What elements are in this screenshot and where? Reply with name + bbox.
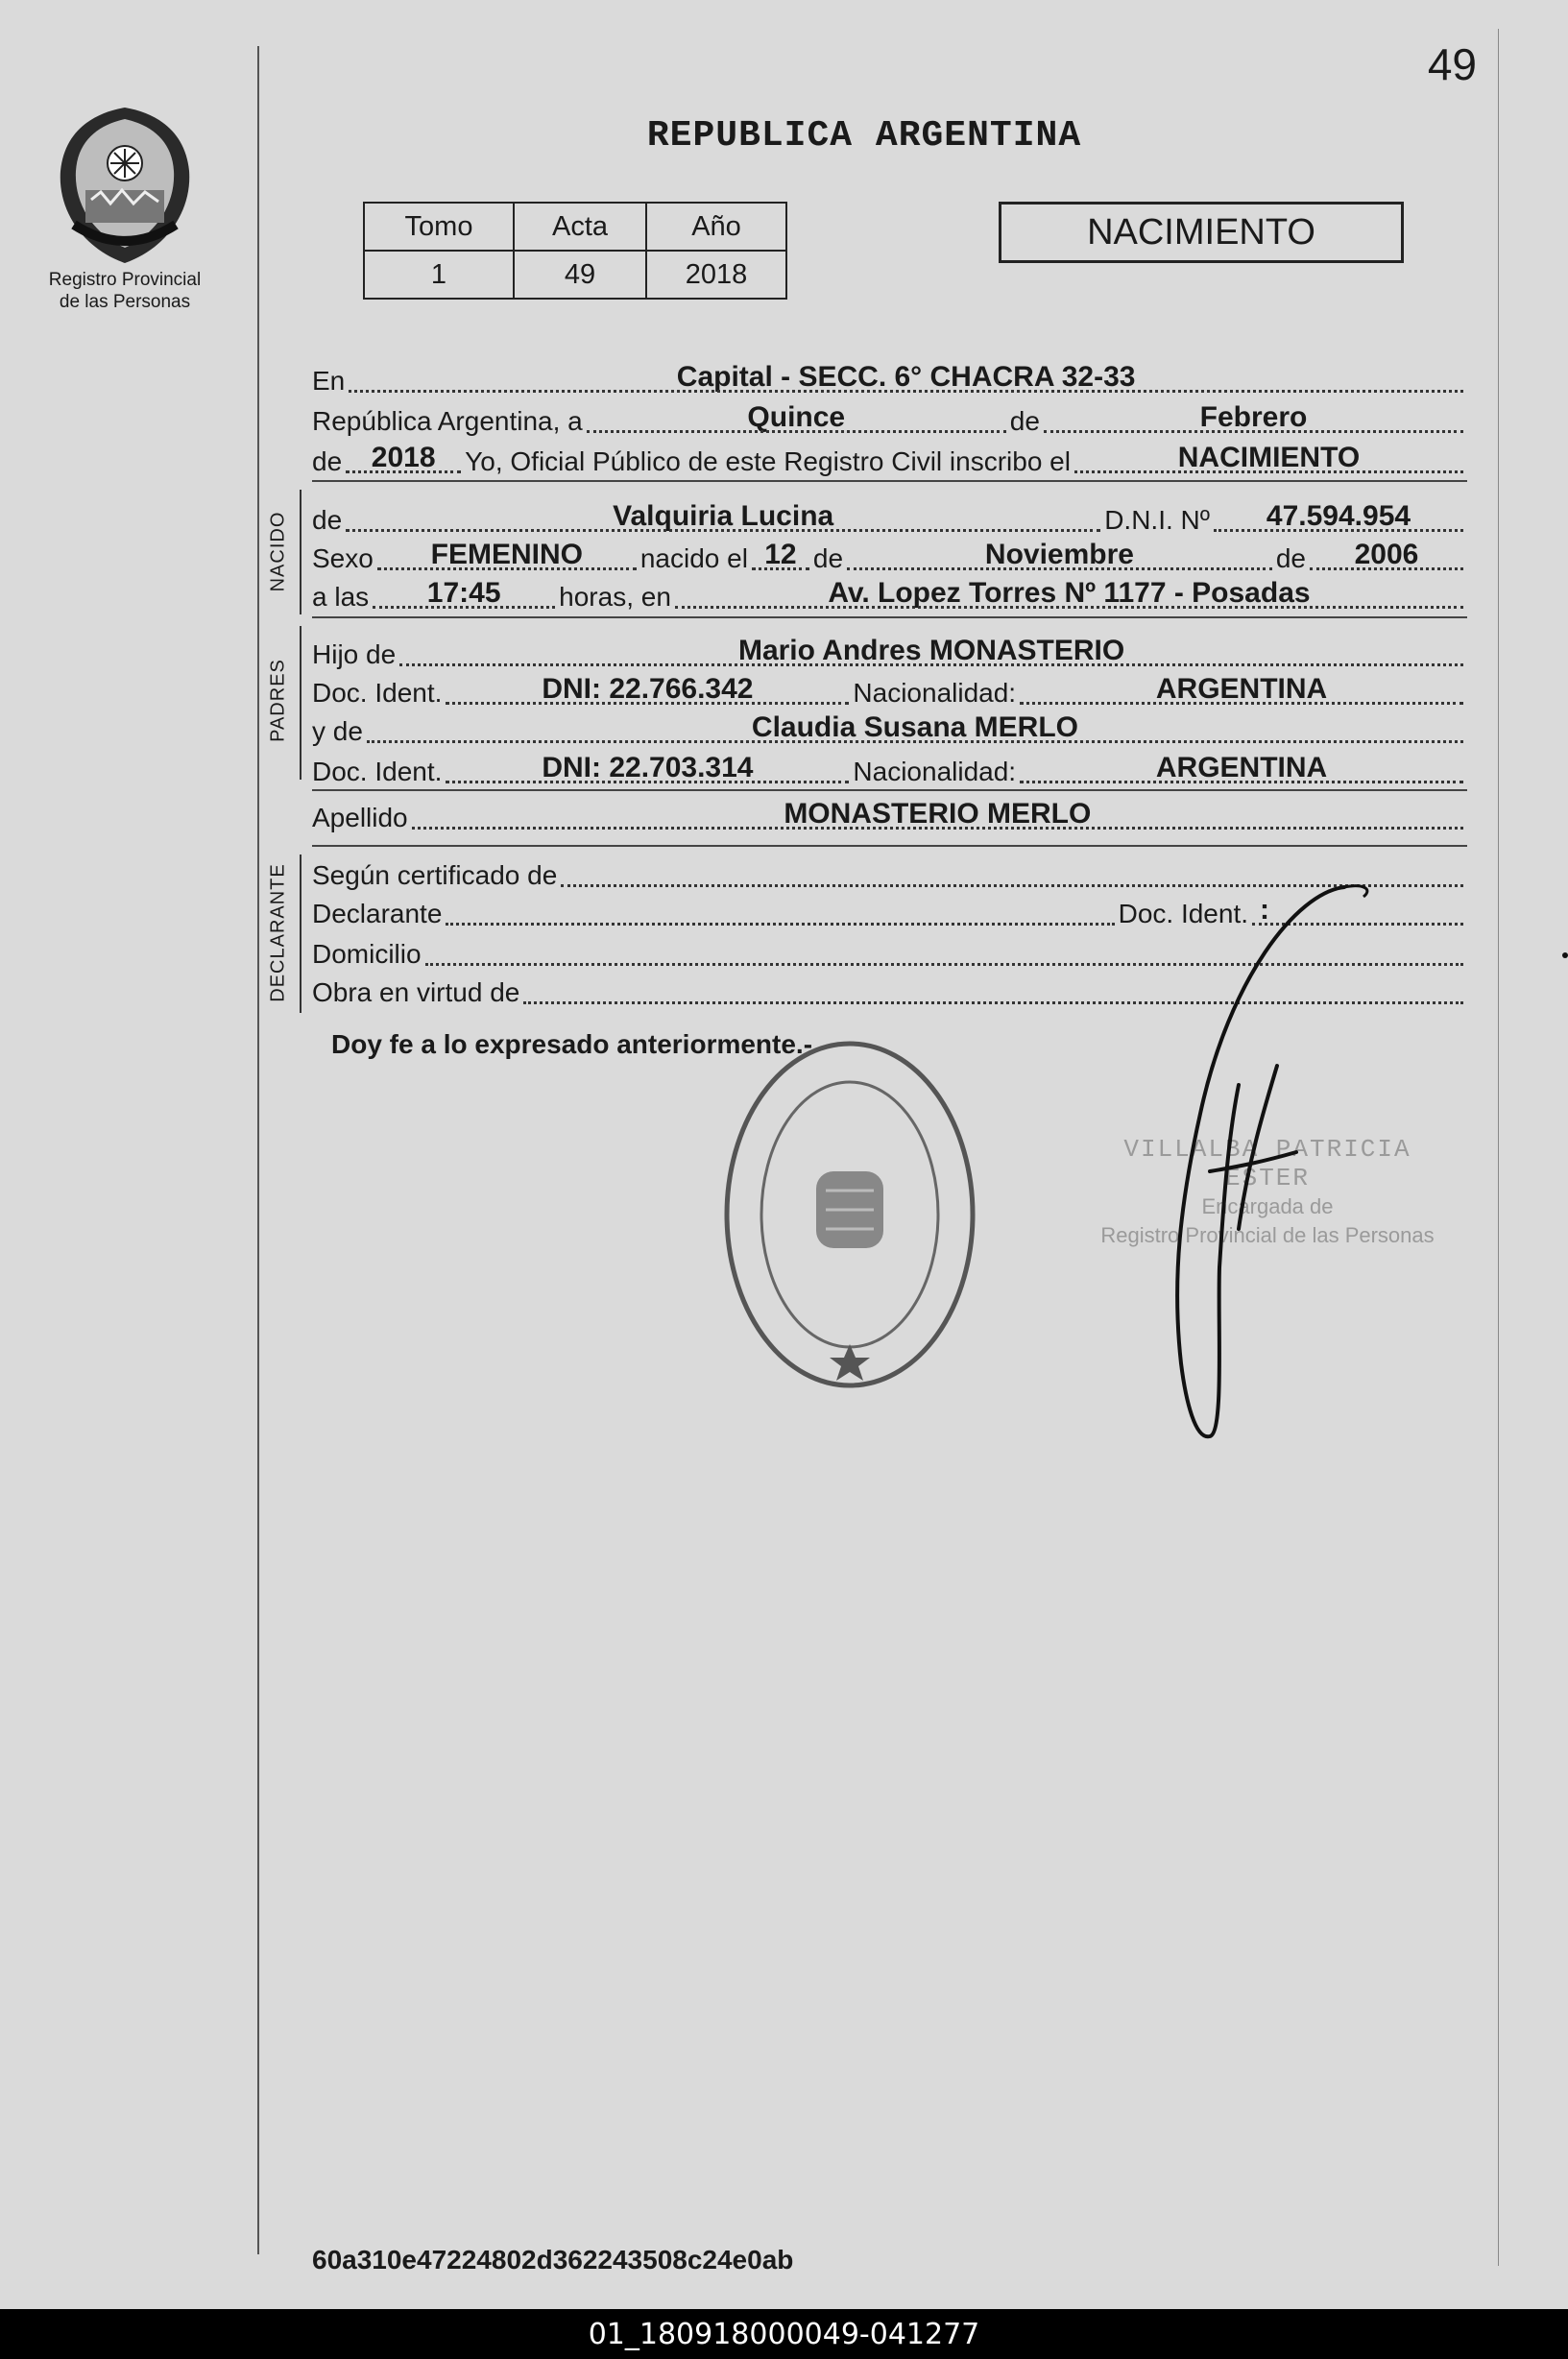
header-acta: Acta <box>514 203 646 251</box>
value-surname: MONASTERIO MERLO <box>784 798 1092 830</box>
row-nacido-name <box>312 499 1467 536</box>
label-nacido-el: nacido el <box>639 543 748 573</box>
label-a-las: a las <box>312 582 370 612</box>
value-anio: 2018 <box>646 251 786 299</box>
divider <box>312 789 1467 791</box>
section-bar-nacido <box>300 490 302 614</box>
record-type-box: NACIMIENTO <box>999 202 1404 263</box>
label-domicilio: Domicilio <box>312 939 422 969</box>
row-mother-doc <box>312 751 1467 787</box>
label-obra: Obra en virtud de <box>312 977 520 1007</box>
file-id-bar: 01_180918000049-041277 <box>0 2309 1568 2359</box>
row-year-inscribo <box>312 441 1467 477</box>
value-child-name: Valquiria Lucina <box>613 500 834 532</box>
value-year: 2018 <box>371 442 436 473</box>
document-hash: 60a310e47224802d362243508c24e0ab <box>312 2245 794 2275</box>
label-oficial: Yo, Oficial Público de este Registro Civil inscribo el <box>465 446 1071 476</box>
divider <box>312 480 1467 482</box>
official-stamp-icon <box>720 1037 979 1392</box>
value-mother-name: Claudia Susana MERLO <box>751 711 1078 743</box>
value-day: Quince <box>747 401 846 433</box>
value-birth-place: Av. Lopez Torres Nº 1177 - Posadas <box>828 577 1311 609</box>
value-month: Febrero <box>1199 401 1308 433</box>
section-bar-declarante <box>300 855 302 1013</box>
label-nacionalidad: Nacionalidad: <box>853 678 1017 708</box>
label-doc-ident: Doc. Ident. <box>312 678 443 708</box>
row-hijo-de <box>312 634 1467 670</box>
record-table <box>363 202 787 300</box>
value-tomo: 1 <box>364 251 514 299</box>
record-table-header-row <box>364 203 786 251</box>
label-doc-ident: Doc. Ident. <box>312 757 443 786</box>
divider <box>312 845 1467 847</box>
value-mother-nationality: ARGENTINA <box>1155 752 1328 783</box>
value-declarante-doc: : <box>1260 894 1269 926</box>
label-hijo-de: Hijo de <box>312 639 397 669</box>
label-de-name: de <box>312 505 343 535</box>
row-en <box>312 360 1467 397</box>
value-mother-doc: DNI: 22.703.314 <box>542 752 754 783</box>
label-de-yearb: de <box>1275 543 1306 573</box>
logo-caption: Registro Provincial de las Personas <box>48 270 202 312</box>
misiones-coat-of-arms-icon <box>53 104 197 267</box>
official-office: Registro Provincial de las Personas <box>1100 1223 1435 1247</box>
official-name: VILLALBA PATRICIA ESTER <box>1123 1135 1411 1192</box>
label-en: En <box>312 366 346 396</box>
value-place-registry: Capital - SECC. 6° CHACRA 32-33 <box>676 361 1136 393</box>
header-anio: Año <box>646 203 786 251</box>
label-certificado: Según certificado de <box>312 860 558 890</box>
value-father-name: Mario Andres MONASTERIO <box>737 635 1125 666</box>
section-bar-padres <box>300 626 302 780</box>
value-birth-year: 2006 <box>1354 539 1419 570</box>
header-tomo: Tomo <box>364 203 514 251</box>
label-dni: D.N.I. Nº <box>1104 505 1210 535</box>
page-number: 49 <box>1427 39 1477 89</box>
left-margin-line <box>257 46 259 2254</box>
label-de-year: de <box>312 446 343 476</box>
closing-statement: Doy fe a lo expresado anteriormente.- <box>331 1029 813 1059</box>
handwritten-signature-icon <box>1056 864 1421 1459</box>
label-y-de: y de <box>312 716 363 746</box>
record-table-value-row <box>364 251 786 299</box>
section-label-nacido: NACIDO <box>267 511 289 592</box>
value-birth-time: 17:45 <box>426 577 501 609</box>
value-child-dni: 47.594.954 <box>1266 500 1411 532</box>
label-sexo: Sexo <box>312 543 374 573</box>
label-de-month: de <box>812 543 844 573</box>
label-horas: horas, en <box>559 582 671 612</box>
document-title: REPUBLICA ARGENTINA <box>646 115 1082 156</box>
row-y-de <box>312 710 1467 747</box>
value-sex: FEMENINO <box>430 539 583 570</box>
value-father-nationality: ARGENTINA <box>1155 673 1328 705</box>
label-declarante: Declarante <box>312 899 443 928</box>
value-inscribo: NACIMIENTO <box>1177 442 1361 473</box>
label-apellido: Apellido <box>312 803 408 832</box>
divider <box>312 616 1467 618</box>
row-father-doc <box>312 672 1467 709</box>
right-margin-line <box>1498 29 1499 2266</box>
label-nacionalidad: Nacionalidad: <box>853 757 1017 786</box>
row-republica <box>312 400 1467 437</box>
row-sexo <box>312 538 1467 574</box>
value-birth-month: Noviembre <box>984 539 1134 570</box>
row-apellido <box>312 797 1467 833</box>
label-republica: República Argentina, a <box>312 406 583 436</box>
value-acta: 49 <box>514 251 646 299</box>
section-label-declarante: DECLARANTE <box>267 863 289 1002</box>
section-label-padres: PADRES <box>267 659 289 742</box>
label-de: de <box>1009 406 1040 436</box>
row-a-las <box>312 576 1467 613</box>
value-birth-day: 12 <box>764 539 797 570</box>
value-father-doc: DNI: 22.766.342 <box>542 673 754 705</box>
scan-dot <box>1562 952 1568 958</box>
official-role: Encargada de <box>1201 1194 1334 1218</box>
label-declarante-doc: Doc. Ident. <box>1118 899 1248 928</box>
